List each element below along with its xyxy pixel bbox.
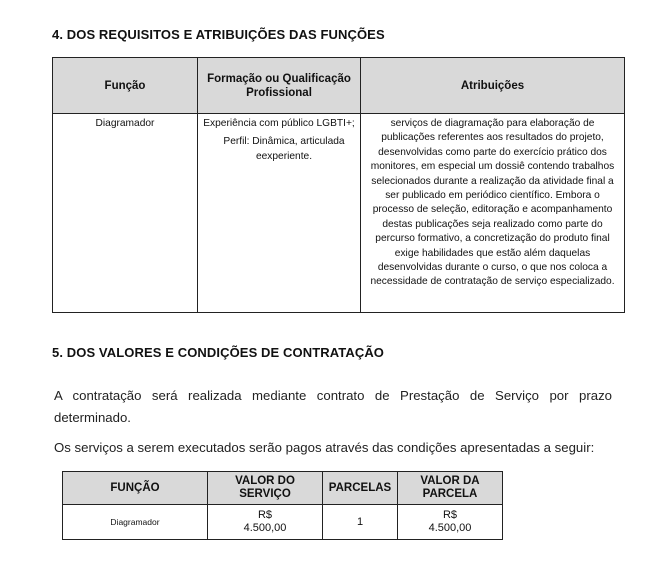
cell-atribuicoes: serviços de diagramação para elaboração de publicações referentes aos resultados do projeto, desenvolvidas como parte do exercício prático dos monitores, em especial um dossiê contendo trabalhos selecionados durante a realização da atividade final a ser publicado em periódico científico. Embora o processo de seleção, editoração e acompanhamento destas publicações seja realizado como parte do percurso formativo, a concretização do produto final exige habilidades que estão além daquelas desenvolvidas durante o curso, o que nos coloca a necessidade de contratação de serviço especializado.: [361, 114, 625, 313]
header-formacao: Formação ou Qualificação Profissional: [198, 58, 361, 114]
header-atribuicoes: Atribuições: [361, 58, 625, 114]
formacao-experiencia: Experiência com público LGBTI+;: [203, 118, 355, 129]
requirements-header-row: [53, 58, 625, 114]
section-5-heading: 5. DOS VALORES E CONDIÇÕES DE CONTRATAÇÃO: [52, 345, 385, 360]
contract-paragraph: A contratação será realizada mediante contrato de Prestação de Serviço por prazo determinado.: [54, 388, 612, 425]
cell-funcao: Diagramador: [63, 505, 208, 540]
cell-parcelas: 1: [323, 505, 398, 540]
requirements-table: [52, 57, 625, 313]
currency-symbol: R$: [257, 509, 273, 521]
valor-parcela-amount: 4.500,00: [428, 522, 472, 534]
valor-servico-amount: 4.500,00: [243, 522, 287, 534]
section-4-heading: 4. DOS REQUISITOS E ATRIBUIÇÕES DAS FUNÇÕES: [52, 27, 385, 42]
values-table: [62, 471, 503, 540]
cell-funcao: Diagramador: [53, 114, 198, 313]
currency-symbol: R$: [442, 509, 458, 521]
payment-paragraph: Os serviços a serem executados serão pagos através das condições apresentadas a seguir:: [54, 440, 595, 455]
header-funcao: Função: [53, 58, 198, 114]
header-valor-parcela: VALOR DA PARCELA: [398, 472, 503, 505]
table-row: [53, 114, 625, 313]
header-funcao: FUNÇÃO: [63, 472, 208, 505]
header-parcelas: PARCELAS: [323, 472, 398, 505]
cell-valor-parcela: [398, 505, 503, 540]
values-header-row: [63, 472, 503, 505]
header-valor-servico: VALOR DO SERVIÇO: [208, 472, 323, 505]
table-row: [63, 505, 503, 540]
cell-valor-servico: [208, 505, 323, 540]
cell-formacao: [198, 114, 361, 313]
formacao-perfil: Perfil: Dinâmica, articulada eexperiente.: [223, 136, 345, 162]
